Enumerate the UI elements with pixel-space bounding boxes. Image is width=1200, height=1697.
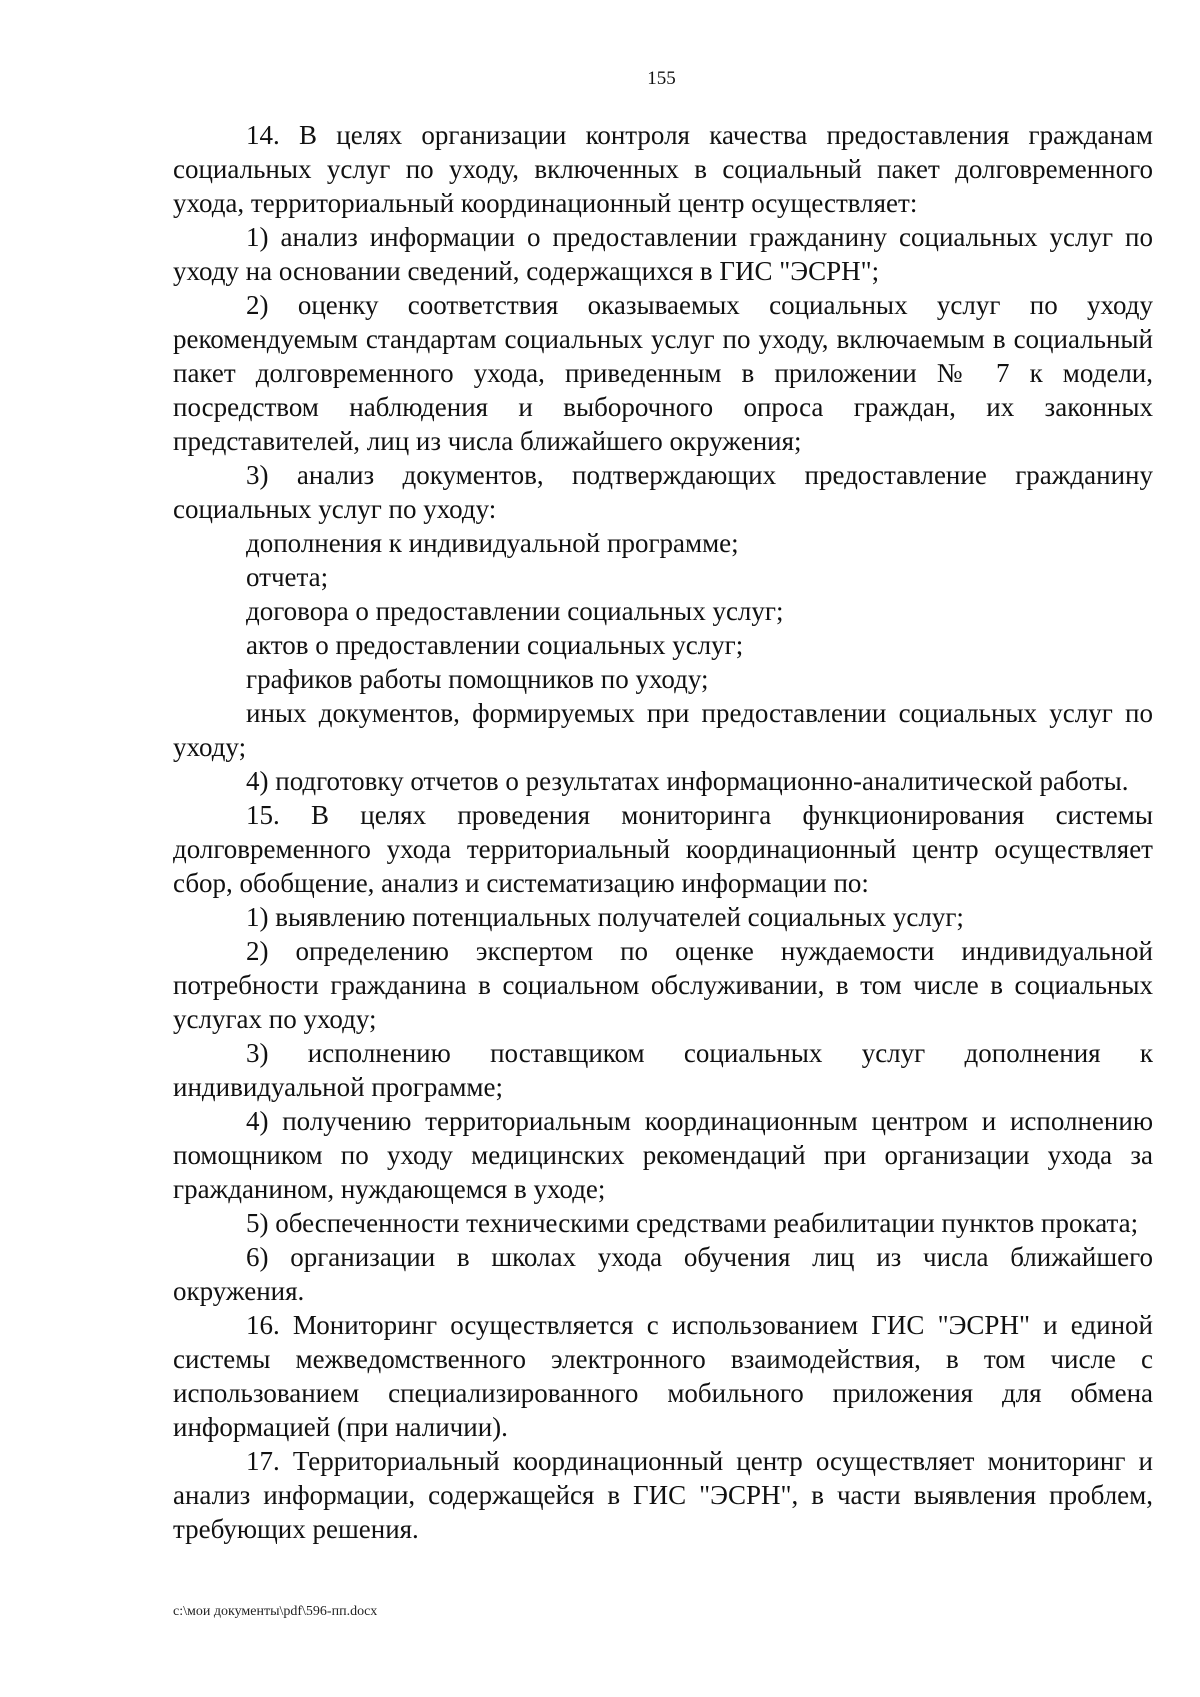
paragraph-14-item-1: 1) анализ информации о предоставлении гражданину социальных услуг по уходу на основании сведений, содержащихся в ГИС "ЭСРН"; xyxy=(173,222,1153,286)
paragraph-15: 15. В целях проведения мониторинга функционирования системы долговременного ухода территориальный координационный центр осуществляет сбор, обобщение, анализ и систематизацию информации по: xyxy=(173,800,1153,898)
list-item: иных документов, формируемых при предоставлении социальных услуг по уходу; xyxy=(173,698,1153,762)
paragraph-15-item-2: 2) определению экспертом по оценке нуждаемости индивидуальной потребности гражданина в социальном обслуживании, в том числе в социальных услугах по уходу; xyxy=(173,936,1153,1034)
document-body xyxy=(173,118,1153,1546)
list-item: отчета; xyxy=(246,562,329,592)
list-item: договора о предоставлении социальных услуг; xyxy=(246,596,784,626)
paragraph-15-item-5: 5) обеспеченности техническими средствами реабилитации пунктов проката; xyxy=(246,1208,1139,1238)
footer-file-path: c:\мои документы\pdf\596-пп.docx xyxy=(173,1604,378,1619)
paragraph-14-item-4: 4) подготовку отчетов о результатах информационно-аналитической работы. xyxy=(246,766,1129,796)
paragraph-14-item-2: 2) оценку соответствия оказываемых социальных услуг по уходу рекомендуемым стандартам социальных услуг по уходу, включаемым в социальный пакет долговременного ухода, приведенным в приложении № 7 к модели, посредством наблюдения и выборочного опроса граждан, их законных представителей, лиц из числа ближайшего окружения; xyxy=(173,290,1153,456)
paragraph-15-item-3: 3) исполнению поставщиком социальных услуг дополнения к индивидуальной программе; xyxy=(173,1038,1153,1102)
paragraph-14: 14. В целях организации контроля качества предоставления гражданам социальных услуг по уходу, включенных в социальный пакет долговременного ухода, территориальный координационный центр осуществляет: xyxy=(173,120,1153,218)
paragraph-17: 17. Территориальный координационный центр осуществляет мониторинг и анализ информации, содержащейся в ГИС "ЭСРН", в части выявления проблем, требующих решения. xyxy=(173,1446,1153,1544)
paragraph-15-item-6: 6) организации в школах ухода обучения лиц из числа ближайшего окружения. xyxy=(173,1242,1153,1306)
paragraph-15-item-1: 1) выявлению потенциальных получателей социальных услуг; xyxy=(246,902,964,932)
list-item: дополнения к индивидуальной программе; xyxy=(246,528,739,558)
list-item: графиков работы помощников по уходу; xyxy=(246,664,709,694)
paragraph-16: 16. Мониторинг осуществляется с использованием ГИС "ЭСРН" и единой системы межведомственного электронного взаимодействия, в том числе с использованием специализированного мобильного приложения для обмена информацией (при наличии). xyxy=(173,1310,1153,1442)
paragraph-14-item-3: 3) анализ документов, подтверждающих предоставление гражданину социальных услуг по уходу: xyxy=(173,460,1153,524)
page-number: 155 xyxy=(647,68,676,89)
paragraph-15-item-4: 4) получению территориальным координационным центром и исполнению помощником по уходу медицинских рекомендаций при организации ухода за гражданином, нуждающемся в уходе; xyxy=(173,1106,1153,1204)
list-item: актов о предоставлении социальных услуг; xyxy=(246,630,744,660)
